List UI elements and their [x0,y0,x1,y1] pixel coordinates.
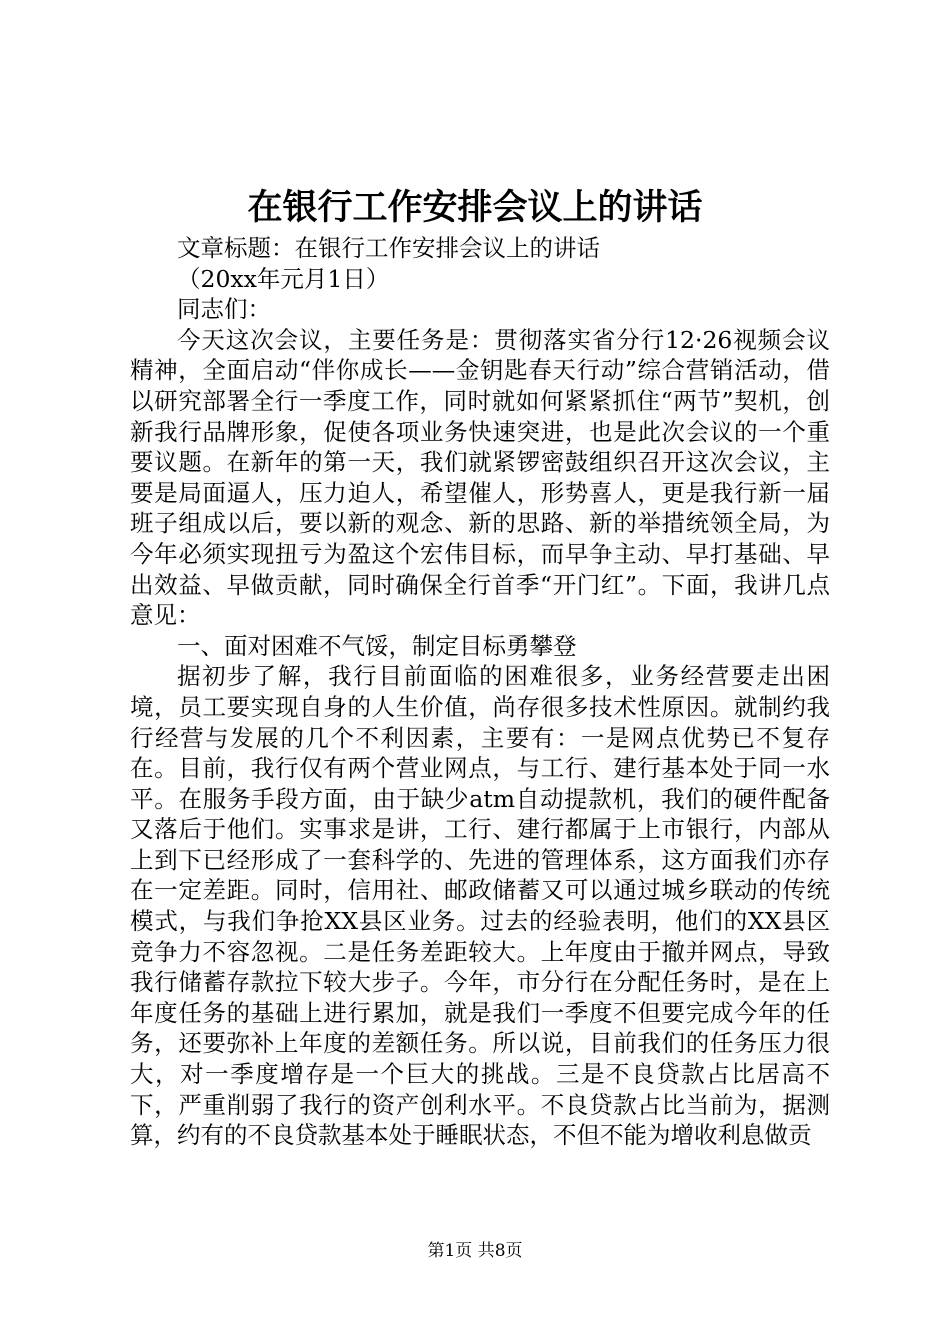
date-line: （20xx年元月1日） [177,264,390,293]
body-paragraph: 今天这次会议，主要任务是：贯彻落实省分行12·26视频会议精神，全面启动“伴你成长——金钥匙春天行动”综合营销活动，借以研究部署全行一季度工作，同时就如何紧紧抓住“两节”契机，创新我行品牌形象，促使各项业务快速突进，也是此次会议的一个重要议题。在新年的第一天，我们就紧锣密鼓组织召开这次会议，主要是局面逼人，压力迫人，希望催人，形势喜人，更是我行新一届班子组成以后，要以新的观念、新的思路、新的举措统领全局，为今年必须实现扭亏为盈这个宏伟目标，而早争主动、早打基础、早出效益、早做贡献，同时确保全行首季“开门红”。下面，我讲几点意见： [130,325,830,630]
salutation: 同志们： [177,295,271,324]
document-title: 在银行工作安排会议上的讲话 [247,187,703,228]
page-footer: 第1页 共8页 [427,1241,523,1261]
article-title-line: 文章标题：在银行工作安排会议上的讲话 [177,234,600,262]
document-body [130,233,830,1151]
section-heading: 一、面对困难不气馁，制定目标勇攀登 [177,631,577,660]
body-paragraph: 据初步了解，我行目前面临的困难很多，业务经营要走出困境，员工要实现自身的人生价值，尚存很多技术性原因。就制约我行经营与发展的几个不利因素，主要有：一是网点优势已不复存在。目前，我行仅有两个营业网点，与工行、建行基本处于同一水平。在服务手段方面，由于缺少atm自动提款机，我们的硬件配备又落后于他们。实事求是讲，工行、建行都属于上市银行，内部从上到下已经形成了一套科学的、先进的管理体系，这方面我们亦存在一定差距。同时，信用社、邮政储蓄又可以通过城乡联动的传统模式，与我们争抢XX县区业务。过去的经验表明，他们的XX县区竞争力不容忽视。二是任务差距较大。上年度由于撤并网点，导致我行储蓄存款拉下较大步子。今年，市分行在分配任务时，是在上年度任务的基础上进行累加，就是我们一季度不但要完成今年的任务，还要弥补上年度的差额任务。所以说，目前我们的任务压力很大，对一季度增存是一个巨大的挑战。三是不良贷款占比居高不下，严重削弱了我行的资产创利水平。不良贷款占比当前为，据测算，约有的不良贷款基本处于睡眠状态，不但不能为增收利息做贡 [130,662,830,1150]
